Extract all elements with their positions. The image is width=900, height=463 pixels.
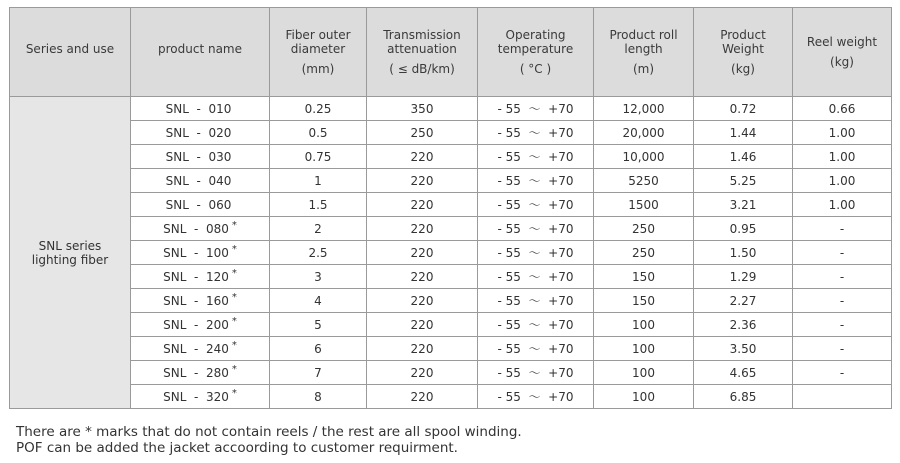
attenuation-cell: 220 [367, 361, 478, 385]
header-unit: (m) [632, 62, 655, 76]
header-unit: ( °C ) [519, 62, 552, 76]
temperature-cell: - 55 ～ +70 [478, 145, 594, 169]
product-name: SNL - 010 [165, 101, 232, 116]
table-row [10, 217, 892, 241]
header-line: Weight [722, 42, 764, 56]
no-reel-mark: * [231, 315, 237, 327]
temperature-cell: - 55 ～ +70 [478, 337, 594, 361]
product-name-cell [131, 265, 270, 289]
reel-weight-cell: - [793, 241, 892, 265]
reel-weight-cell: - [793, 313, 892, 337]
header-line: product name [158, 42, 242, 56]
product-name-cell [131, 97, 270, 121]
header-unit: (kg) [731, 62, 755, 76]
attenuation-cell: 220 [367, 193, 478, 217]
diameter-cell: 2.5 [270, 241, 367, 265]
product-name: SNL - 030 [165, 149, 232, 164]
product-name-cell [131, 121, 270, 145]
diameter-cell: 0.5 [270, 121, 367, 145]
header-line: Operating [505, 28, 566, 42]
table-row [10, 265, 892, 289]
diameter-cell: 2 [270, 217, 367, 241]
no-reel-mark: * [231, 387, 237, 399]
temperature-cell: - 55 ～ +70 [478, 97, 594, 121]
product-name-cell [131, 385, 270, 409]
reel-weight-cell: 1.00 [793, 121, 892, 145]
attenuation-header [367, 8, 478, 97]
table-row [10, 289, 892, 313]
no-reel-mark: * [231, 267, 237, 279]
product-name: SNL - 160 [163, 293, 229, 308]
product-name: SNL - 040 [165, 173, 232, 188]
diameter-header [270, 8, 367, 97]
reel-weight-cell: - [793, 217, 892, 241]
attenuation-cell: 220 [367, 313, 478, 337]
weight-cell: 1.50 [694, 241, 793, 265]
product-name: SNL - 100 [163, 245, 229, 260]
product-name-cell [131, 313, 270, 337]
weight-cell: 3.50 [694, 337, 793, 361]
roll-length-cell: 20,000 [594, 121, 694, 145]
temperature-cell: - 55 ～ +70 [478, 289, 594, 313]
header-line: Series and use [25, 42, 115, 56]
temperature-cell: - 55 ～ +70 [478, 217, 594, 241]
roll-length-cell: 100 [594, 385, 694, 409]
attenuation-cell: 220 [367, 337, 478, 361]
weight-cell: 3.21 [694, 193, 793, 217]
attenuation-cell: 250 [367, 121, 478, 145]
diameter-cell: 8 [270, 385, 367, 409]
roll-length-cell: 5250 [594, 169, 694, 193]
table-header [10, 8, 892, 97]
reel-weight-cell: - [793, 361, 892, 385]
header-line: Fiber outer [285, 28, 351, 42]
temperature-cell: - 55 ～ +70 [478, 361, 594, 385]
weight-cell: 2.27 [694, 289, 793, 313]
diameter-cell: 0.25 [270, 97, 367, 121]
table-row [10, 193, 892, 217]
product-name: SNL - 280 [163, 365, 229, 380]
roll-length-cell: 100 [594, 313, 694, 337]
diameter-cell: 5 [270, 313, 367, 337]
product-name-cell [131, 361, 270, 385]
attenuation-cell: 350 [367, 97, 478, 121]
reel-weight-cell: 0.66 [793, 97, 892, 121]
table-row [10, 337, 892, 361]
header-unit: (mm) [301, 62, 335, 76]
product-name-header [131, 8, 270, 97]
footnotes [16, 424, 522, 456]
attenuation-cell: 220 [367, 265, 478, 289]
header-line: length [624, 42, 663, 56]
no-reel-mark: * [231, 219, 237, 231]
reel-weight-cell: 1.00 [793, 145, 892, 169]
roll-length-cell: 250 [594, 217, 694, 241]
table-row [10, 145, 892, 169]
attenuation-cell: 220 [367, 241, 478, 265]
series-label: lighting fiber [31, 252, 109, 267]
product-name: SNL - 320 [163, 389, 229, 404]
roll-length-cell: 150 [594, 289, 694, 313]
header-row [10, 8, 892, 97]
table-row [10, 97, 892, 121]
diameter-cell: 7 [270, 361, 367, 385]
footnote-reel: There are * marks that do not contain reels / the rest are all spool winding. [16, 424, 522, 440]
table-row [10, 313, 892, 337]
temperature-cell: - 55 ～ +70 [478, 169, 594, 193]
temperature-cell: - 55 ～ +70 [478, 121, 594, 145]
roll-length-cell: 150 [594, 265, 694, 289]
table-row [10, 241, 892, 265]
diameter-cell: 1.5 [270, 193, 367, 217]
temperature-cell: - 55 ～ +70 [478, 385, 594, 409]
table-body [10, 97, 892, 409]
product-name-cell [131, 193, 270, 217]
footnote-jacket: POF can be added the jacket accoording to customer requirment. [16, 440, 458, 456]
attenuation-cell: 220 [367, 289, 478, 313]
product-name: SNL - 080 [163, 221, 229, 236]
attenuation-cell: 220 [367, 145, 478, 169]
product-name: SNL - 020 [165, 125, 232, 140]
roll-length-cell: 12,000 [594, 97, 694, 121]
table-row [10, 361, 892, 385]
no-reel-mark: * [231, 363, 237, 375]
roll-length-cell: 100 [594, 361, 694, 385]
attenuation-cell: 220 [367, 217, 478, 241]
weight-header [694, 8, 793, 97]
table-row [10, 169, 892, 193]
attenuation-cell: 220 [367, 169, 478, 193]
reel-weight-header [793, 8, 892, 97]
product-name: SNL - 200 [163, 317, 229, 332]
diameter-cell: 1 [270, 169, 367, 193]
weight-cell: 1.44 [694, 121, 793, 145]
header-line: attenuation [387, 42, 457, 56]
reel-weight-cell: 1.00 [793, 169, 892, 193]
temperature-header [478, 8, 594, 97]
no-reel-mark: * [231, 291, 237, 303]
weight-cell: 5.25 [694, 169, 793, 193]
product-name-cell [131, 289, 270, 313]
reel-weight-cell: 1.00 [793, 193, 892, 217]
header-line: Transmission [383, 28, 461, 42]
reel-weight-cell [793, 385, 892, 409]
temperature-cell: - 55 ～ +70 [478, 265, 594, 289]
reel-weight-cell: - [793, 265, 892, 289]
attenuation-cell: 220 [367, 385, 478, 409]
temperature-cell: - 55 ～ +70 [478, 241, 594, 265]
product-name: SNL - 120 [163, 269, 229, 284]
product-spec-table [9, 7, 892, 409]
weight-cell: 0.72 [694, 97, 793, 121]
weight-cell: 4.65 [694, 361, 793, 385]
roll-length-cell: 100 [594, 337, 694, 361]
no-reel-mark: * [231, 243, 237, 255]
product-name-cell [131, 337, 270, 361]
diameter-cell: 4 [270, 289, 367, 313]
product-name-cell [131, 145, 270, 169]
roll-length-cell: 1500 [594, 193, 694, 217]
series-cell [10, 97, 131, 409]
header-line: diameter [290, 42, 346, 56]
header-line: Reel weight [806, 35, 878, 49]
header-line: temperature [497, 42, 574, 56]
product-name-cell [131, 169, 270, 193]
no-reel-mark: * [231, 339, 237, 351]
header-unit: (kg) [830, 55, 854, 69]
weight-cell: 1.46 [694, 145, 793, 169]
header-line: Product roll [609, 28, 678, 42]
reel-weight-cell: - [793, 289, 892, 313]
roll-length-header [594, 8, 694, 97]
roll-length-cell: 10,000 [594, 145, 694, 169]
table-row [10, 385, 892, 409]
diameter-cell: 6 [270, 337, 367, 361]
diameter-cell: 0.75 [270, 145, 367, 169]
product-name-cell [131, 217, 270, 241]
header-unit: ( ≤ dB/km) [389, 62, 455, 76]
temperature-cell: - 55 ～ +70 [478, 193, 594, 217]
temperature-cell: - 55 ～ +70 [478, 313, 594, 337]
weight-cell: 1.29 [694, 265, 793, 289]
series-label: SNL series [38, 238, 102, 253]
weight-cell: 0.95 [694, 217, 793, 241]
header-line: Product [720, 28, 766, 42]
product-name: SNL - 240 [163, 341, 229, 356]
weight-cell: 6.85 [694, 385, 793, 409]
table-row [10, 121, 892, 145]
series-header [10, 8, 131, 97]
roll-length-cell: 250 [594, 241, 694, 265]
weight-cell: 2.36 [694, 313, 793, 337]
product-name: SNL - 060 [165, 197, 232, 212]
product-name-cell [131, 241, 270, 265]
diameter-cell: 3 [270, 265, 367, 289]
reel-weight-cell: - [793, 337, 892, 361]
